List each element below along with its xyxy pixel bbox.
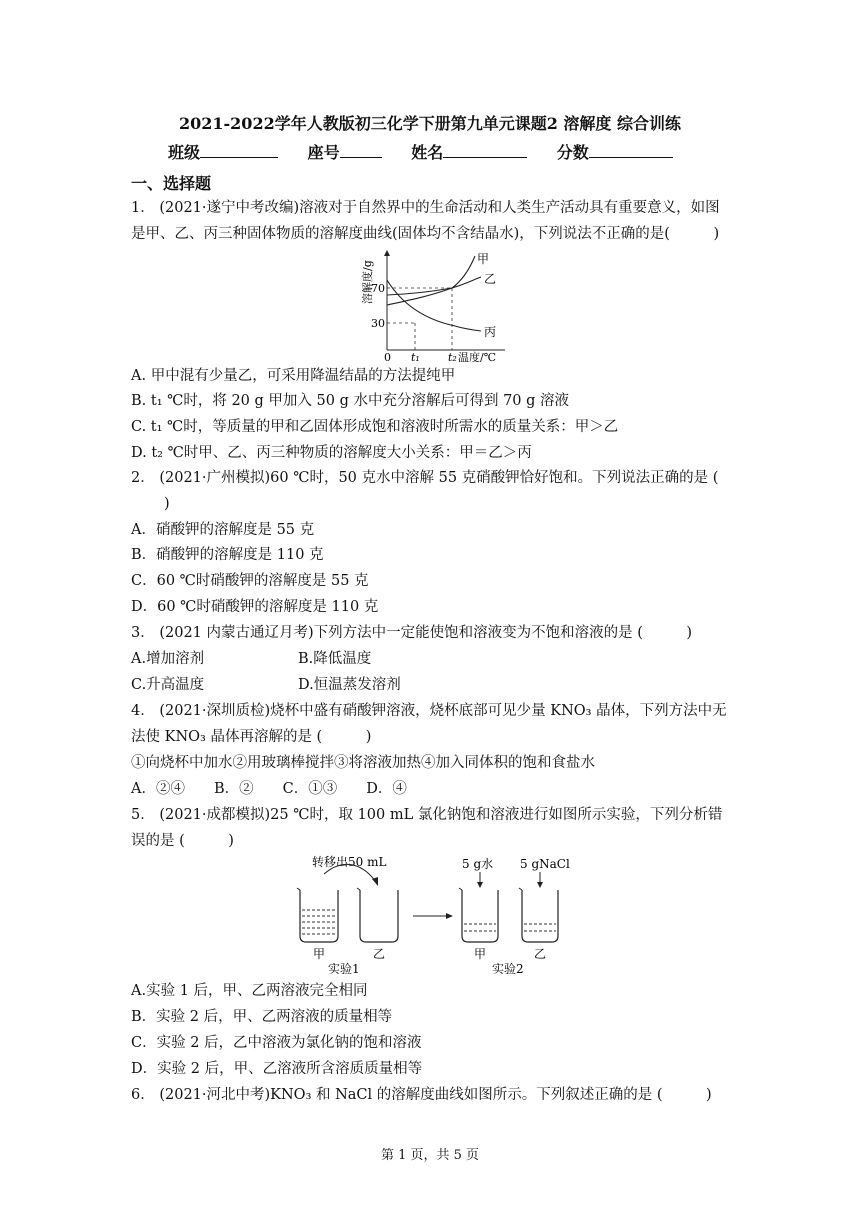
q2-option-d: D．60 ℃时硝酸钾的溶解度是 110 克 — [131, 599, 379, 615]
y-tick-70: 70 — [371, 282, 385, 295]
q1-option-b: B. t₁ ℃时，将 20 g 甲加入 50 g 水中充分溶解后可得到 70 g 溶液 — [131, 393, 570, 409]
x-tick-t1: t₁ — [411, 351, 420, 362]
exp2-beaker-yi-label: 乙 — [534, 947, 547, 961]
q1-stem-line1: 1． (2021·遂宁中考改编)溶液对于自然界中的生命活动和人类生产活动具有重要意义，如图 — [131, 200, 720, 216]
q4-options: A．②④ B．② C．①③ D．④ — [131, 781, 407, 797]
x-axis-label: 温度/℃ — [458, 351, 497, 362]
q2-option-b: B．硝酸钾的溶解度是 110 克 — [131, 547, 324, 563]
q3-option-a: A.增加溶剂 — [131, 651, 205, 667]
y-tick-30: 30 — [371, 317, 385, 330]
q1-stem-line2: 是甲、乙、丙三种固体物质的溶解度曲线(固体均不含结晶水)，下列说法不正确的是( ) — [131, 226, 720, 242]
q3-option-c: C.升高温度 — [131, 677, 205, 693]
x-tick-t2: t₂ — [448, 351, 457, 362]
nacl-label: 5 gNaCl — [520, 857, 570, 871]
class-label: 班级 — [168, 143, 201, 162]
q6-stem: 6． (2021·河北中考)KNO₃ 和 NaCl 的溶解度曲线如图所示。下列叙述正确的是 ( ) — [131, 1087, 712, 1103]
section-title: 一、选择题 — [131, 174, 212, 193]
series-label-bing: 丙 — [484, 325, 497, 339]
score-label: 分数 — [556, 143, 589, 162]
y-axis-label: 溶解度/g — [361, 260, 374, 304]
q1-option-d: D. t₂ ℃时甲、乙、丙三种物质的溶解度大小关系：甲＝乙＞丙 — [131, 445, 532, 461]
q1-option-a: A. 甲中混有少量乙，可采用降温结晶的方法提纯甲 — [131, 368, 456, 384]
q2-stem-line2: ) — [164, 496, 170, 512]
series-label-jia: 甲 — [477, 252, 490, 266]
q1-option-c: C. t₁ ℃时，等质量的甲和乙固体形成饱和溶液时所需水的质量关系：甲＞乙 — [131, 419, 619, 435]
seat-blank — [340, 143, 382, 158]
q5-stem-line2: 误的是 ( ) — [131, 833, 234, 849]
score-blank — [589, 143, 673, 158]
page-footer: 第 1 页，共 5 页 — [380, 1148, 480, 1163]
q5-option-b: B．实验 2 后，甲、乙两溶液的质量相等 — [131, 1009, 393, 1025]
seat-label: 座号 — [307, 143, 340, 162]
q5-option-a: A.实验 1 后，甲、乙两溶液完全相同 — [131, 983, 368, 999]
q5-option-d: D．实验 2 后，甲、乙溶液所含溶质质量相等 — [131, 1061, 423, 1077]
exp1-beaker-jia-label: 甲 — [313, 947, 326, 961]
transfer-label: 转移出50 mL — [312, 855, 387, 869]
q3-option-b: B.降低温度 — [298, 651, 372, 667]
q5-option-c: C．实验 2 后，乙中溶液为氯化钠的饱和溶液 — [131, 1035, 422, 1051]
series-label-yi: 乙 — [484, 272, 497, 286]
exp2-beaker-jia-label: 甲 — [474, 947, 487, 961]
exp2-label: 实验2 — [492, 962, 524, 974]
q2-option-c: C．60 ℃时硝酸钾的溶解度是 55 克 — [131, 573, 369, 589]
exp1-beaker-yi-label: 乙 — [373, 947, 386, 961]
q5-stem-line1: 5． (2021·成都模拟)25 ℃时，取 100 mL 氯化钠饱和溶液进行如图所示实验，下列分析错 — [131, 807, 723, 823]
q3-stem: 3． (2021 内蒙古通辽月考)下列方法中一定能使饱和溶液变为不饱和溶液的是 ( ) — [131, 625, 693, 641]
water-label: 5 g水 — [462, 857, 494, 871]
name-blank — [443, 143, 527, 158]
class-blank — [200, 143, 278, 158]
exp1-label: 实验1 — [328, 962, 360, 974]
q4-stem-line2: 法使 KNO₃ 晶体再溶解的是 ( ) — [131, 729, 372, 745]
q4-methods: ①向烧杯中加水②用玻璃棒搅拌③将溶液加热④加入同体积的饱和食盐水 — [131, 755, 595, 771]
q2-stem-line1: 2． (2021·广州模拟)60 ℃时，50 克水中溶解 55 克硝酸钾恰好饱和。下列说法正确的是 ( — [131, 470, 719, 486]
beaker-experiment-figure — [288, 852, 588, 974]
student-info-line — [168, 140, 673, 163]
document-title: 2021-2022学年人教版初三化学下册第九单元课题2 溶解度 综合训练 — [179, 114, 681, 133]
q2-option-a: A．硝酸钾的溶解度是 55 克 — [131, 522, 315, 538]
q3-option-d: D.恒温蒸发溶剂 — [298, 677, 401, 693]
name-label: 姓名 — [411, 143, 444, 162]
q4-stem-line1: 4． (2021·深圳质检)烧杯中盛有硝酸钾溶液，烧杯底部可见少量 KNO₃ 晶体，下列方法中无 — [131, 703, 727, 719]
solubility-curve-figure — [355, 250, 515, 362]
x-tick-0: 0 — [384, 351, 391, 362]
